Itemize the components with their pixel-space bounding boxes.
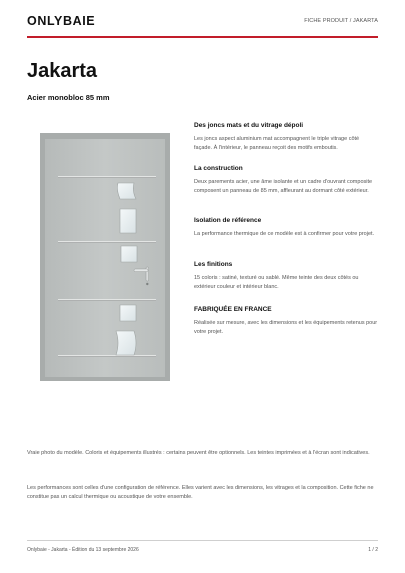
section-heading: Les finitions xyxy=(194,261,233,268)
section-heading: Isolation de référence xyxy=(194,217,262,224)
footer-edition: Onlybaie - Jakarta - Édition du 13 septembre 2026 xyxy=(27,547,139,553)
section-heading: FABRIQUÉE EN FRANCE xyxy=(194,306,272,313)
door-panel xyxy=(45,139,165,377)
section-heading: La construction xyxy=(194,165,243,172)
page-number: 1 / 2 xyxy=(368,547,378,553)
section-body: Les joncs aspect aluminium mat accompagnent le triple vitrage côté façade. À l'intérieur, le panneau reçoit des motifs emboutis. xyxy=(194,136,360,151)
section-joncs xyxy=(194,122,378,153)
header-rule xyxy=(27,36,378,38)
section-finitions xyxy=(194,261,378,292)
section-body: Réalisée sur mesure, avec les dimensions et les équipements retenus pour votre projet. xyxy=(194,320,378,335)
footer-rule xyxy=(27,540,378,541)
door-photo xyxy=(40,133,170,381)
section-body: Deux parements acier, une âme isolante et un cadre d'ouvrant composite composent un panneau de 85 mm, affleurant au dormant côté extérieur. xyxy=(194,179,373,194)
product-subtitle: Acier monobloc 85 mm xyxy=(27,93,110,102)
brand-logo: ONLYBAIE xyxy=(27,14,96,28)
section-heading: Des joncs mats et du vitrage dépoli xyxy=(194,122,304,129)
section-body: La performance thermique de ce modèle est à confirmer pour votre projet. xyxy=(194,231,375,237)
product-title: Jakarta xyxy=(27,60,98,82)
section-isolation xyxy=(194,217,378,239)
photo-disclaimer: Vraie photo du modèle. Coloris et équipements illustrés : certains peuvent être optionnels. Les teintes imprimées et à l'écran sont indicatives. xyxy=(27,450,370,456)
performance-note: Les performances sont celles d'une configuration de référence. Elles varient avec les dimensions, les vitrages et la composition. Cette fiche ne constitue pas un calcul thermique ou acoustique de votre ensemble. xyxy=(27,485,374,500)
document-type-label: FICHE PRODUIT / JAKARTA xyxy=(304,18,378,24)
section-construction xyxy=(194,165,378,196)
section-body: 15 coloris : satiné, texturé ou sablé. Même teinte des deux côtés ou extérieur couleur et intérieur blanc. xyxy=(194,275,359,290)
section-fabrication xyxy=(194,306,378,337)
